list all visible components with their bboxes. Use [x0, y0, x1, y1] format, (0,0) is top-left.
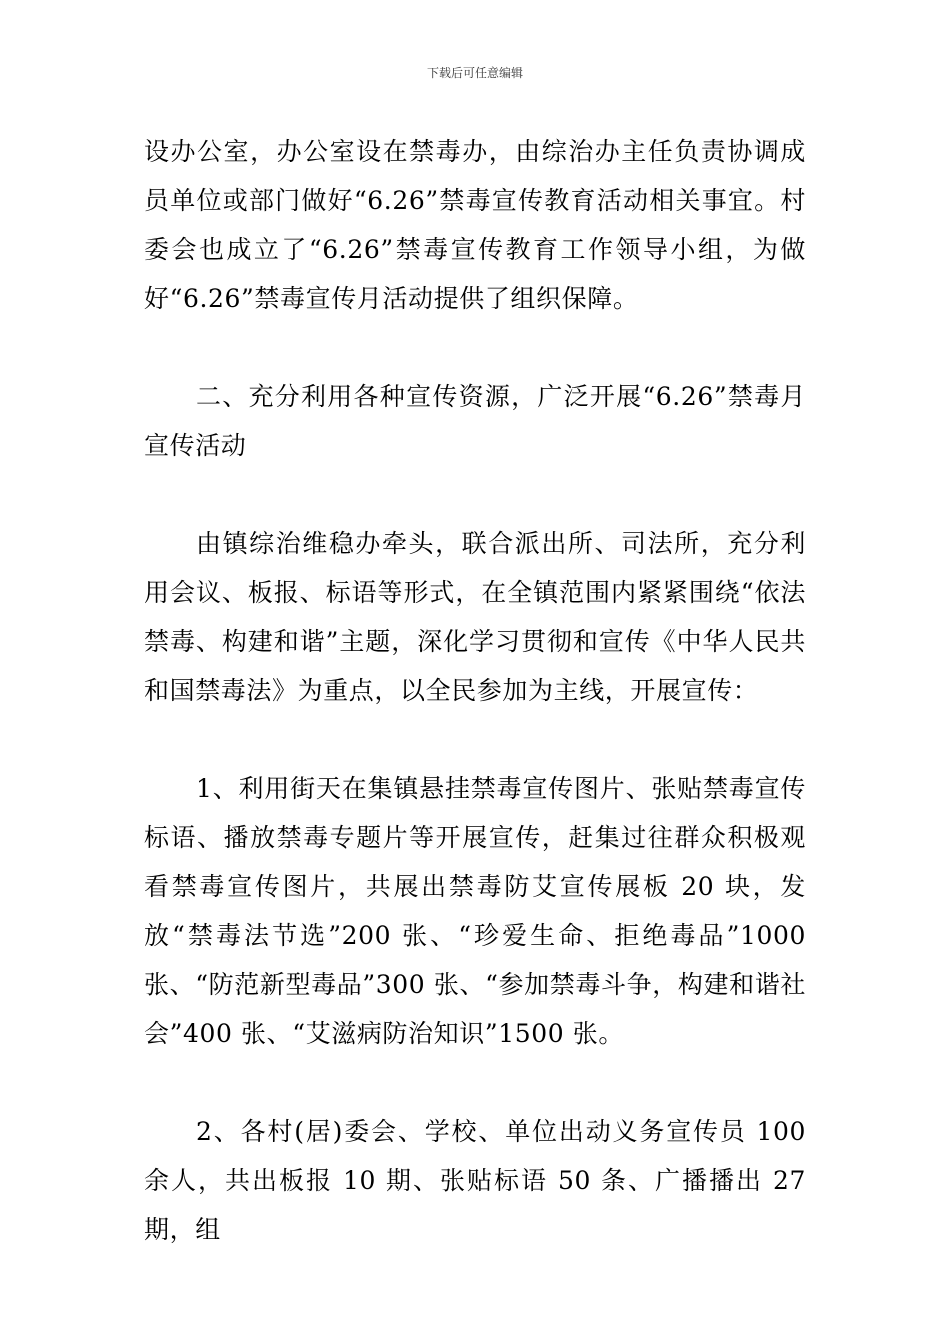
- list-item-two: 2、各村(居)委会、学校、单位出动义务宣传员 100 余人，共出板报 10 期、张贴标语 50 条、广播播出 27 期，组: [144, 1117, 806, 1244]
- page-header: 下载后可任意编辑: [426, 66, 523, 80]
- list-item-one: 1、利用街天在集镇悬挂禁毒宣传图片、张贴禁毒宣传标语、播放禁毒专题片等开展宣传，赶集过往群众积极观看禁毒宣传图片，共展出禁毒防艾宣传展板 20 块，发放“禁毒法节选”200 张、“珍爱生命、拒绝毒品”1000 张、“防范新型毒品”300 张、“参加禁毒斗争，构建和谐社会”400 张、“艾滋病防治知识”1500 张。: [144, 774, 806, 1048]
- document-body: [144, 127, 806, 1254]
- paragraph-publicity-overview: 由镇综治维稳办牵头，联合派出所、司法所，充分利用会议、板报、标语等形式，在全镇范围内紧紧围绕“依法禁毒、构建和谐”主题，深化学习贯彻和宣传《中华人民共和国禁毒法》为重点，以全民参加为主线，开展宣传：: [144, 529, 806, 705]
- paragraph-office-setup: 设办公室，办公室设在禁毒办，由综治办主任负责协调成员单位或部门做好“6.26”禁毒宣传教育活动相关事宜。村委会也成立了“6.26”禁毒宣传教育工作领导小组，为做好“6.26”禁毒宣传月活动提供了组织保障。: [144, 137, 806, 313]
- section-heading-two: 二、充分利用各种宣传资源，广泛开展“6.26”禁毒月宣传活动: [144, 382, 806, 460]
